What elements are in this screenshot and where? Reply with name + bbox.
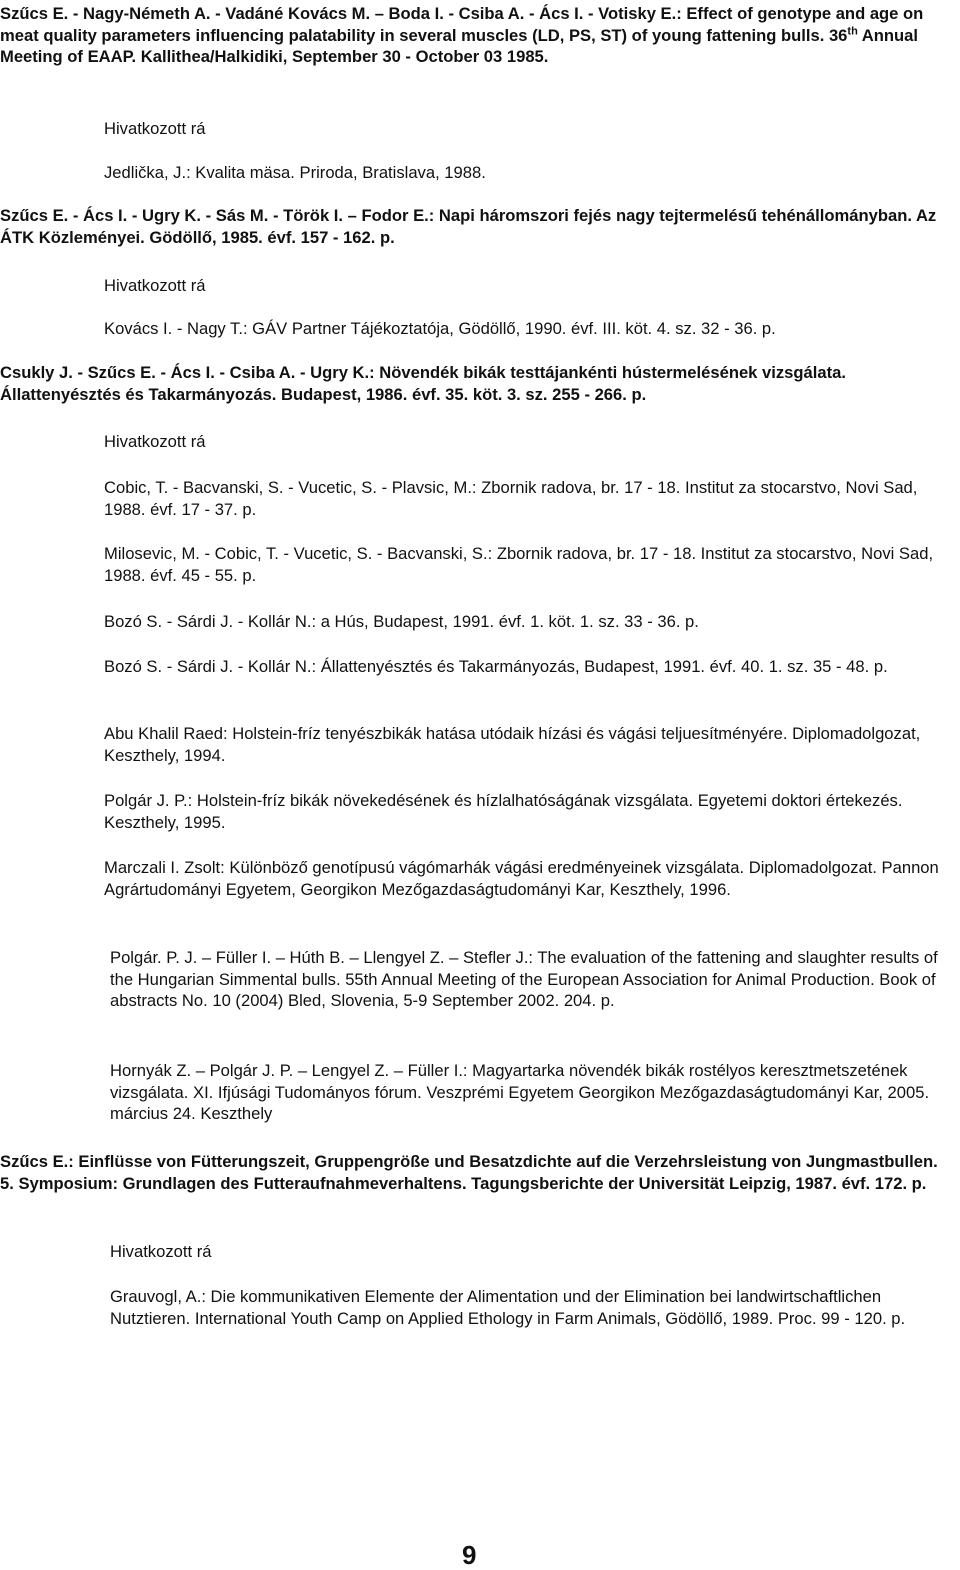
cited-by-label: Hivatkozott rá [110,1242,212,1261]
citing-reference: Abu Khalil Raed: Holstein-fríz tenyészbikák hatása utódaik hízási és vágási teljuesítményére. Diplomadolgozat, Keszthely, 1994. [104,724,921,765]
superscript: th [847,24,858,37]
reference-text: Szűcs E. - Nagy-Németh A. - Vadáné Kovács M. – Boda I. - Csiba A. - Ács I. - Votisky E.: Effect of genotype and age on meat quality parameters influencing palatability in several muscles (LD, PS, ST) of young fattening bulls. 36 [0,4,924,45]
reference-text: Annual Meeting of EAAP. Kallithea/Halkidiki, September 30 - October 03 1985. [0,25,919,66]
citing-reference: Bozó S. - Sárdi J. - Kollár N.: a Hús, Budapest, 1991. évf. 1. köt. 1. sz. 33 - 36. p. [104,612,699,631]
page-number: 9 [462,1540,477,1570]
reference-entry: Szűcs E. - Ács I. - Ugry K. - Sás M. - Török I. – Fodor E.: Napi háromszori fejés nagy tejtermelésű tehénállományban. Az ÁTK Közleményei. Gödöllő, 1985. évf. 157 - 162. p. [0,206,937,247]
citing-reference: Milosevic, M. - Cobic, T. - Vucetic, S. - Bacvanski, S.: Zbornik radova, br. 17 - 18. Institut za stocarstvo, Novi Sad, 1988. évf. 45 - 55. p. [104,544,934,585]
citing-reference: Bozó S. - Sárdi J. - Kollár N.: Állattenyésztés és Takarmányozás, Budapest, 1991. évf. 40. 1. sz. 35 - 48. p. [104,657,888,676]
citing-reference: Cobic, T. - Bacvanski, S. - Vucetic, S. - Plavsic, M.: Zbornik radova, br. 17 - 18. Institut za stocarstvo, Novi Sad, 1988. évf. 17 - 37. p. [104,478,918,519]
cited-by-label: Hivatkozott rá [104,432,206,451]
reference-entry: Szűcs E.: Einflüsse von Fütterungszeit, Gruppengröße und Besatzdichte auf die Verzehrsleistung von Jungmastbullen. 5. Symposium: Grundlagen des Futteraufnahmeverhaltens. Tagungsberichte der Universität Leipzig, 1987. évf. 172. p. [0,1152,938,1193]
citing-reference: Hornyák Z. – Polgár J. P. – Lengyel Z. – Füller I.: Magyartarka növendék bikák rostélyos keresztmetszetének vizsgálata. XI. Ifjúsági Tudományos fórum. Veszprémi Egyetem Georgikon Mezőgazdaságtudományi Kar, 2005. március 24. Keszthely [110,1061,930,1123]
reference-entry [0,3,955,68]
reference-entry: Csukly J. - Szűcs E. - Ács I. - Csiba A. - Ugry K.: Növendék bikák testtájankénti hústermelésének vizsgálata. Állattenyésztés és Takarmányozás. Budapest, 1986. évf. 35. köt. 3. sz. 255 - 266. p. [0,363,846,404]
cited-by-label: Hivatkozott rá [104,276,206,295]
citing-reference: Polgár. P. J. – Füller I. – Húth B. – Llengyel Z. – Stefler J.: The evaluation of the fattening and slaughter results of the Hungarian Simmental bulls. 55th Annual Meeting of the European Association for Animal Production. Book of abstracts No. 10 (2004) Bled, Slovenia, 5-9 September 2002. 204. p. [110,948,938,1010]
citing-reference: Polgár J. P.: Holstein-fríz bikák növekedésének és hízlalhatóságának vizsgálata. Egyetemi doktori értekezés. Keszthely, 1995. [104,791,903,832]
citing-reference: Marczali I. Zsolt: Különböző genotípusú vágómarhák vágási eredményeinek vizsgálata. Diplomadolgozat. Pannon Agrártudományi Egyetem, Georgikon Mezőgazdaságtudományi Kar, Keszthely, 1996. [104,858,939,899]
cited-by-label: Hivatkozott rá [104,119,206,138]
citing-reference: Jedlička, J.: Kvalita mäsa. Priroda, Bratislava, 1988. [104,163,486,182]
citing-reference: Grauvogl, A.: Die kommunikativen Elemente der Alimentation und der Elimination bei landwirtschaftlichen Nutztieren. International Youth Camp on Applied Ethology in Farm Animals, Gödöllő, 1989. Proc. 99 - 120. p. [110,1287,906,1328]
citing-reference: Kovács I. - Nagy T.: GÁV Partner Tájékoztatója, Gödöllő, 1990. évf. III. köt. 4. sz. 32 - 36. p. [104,319,776,338]
